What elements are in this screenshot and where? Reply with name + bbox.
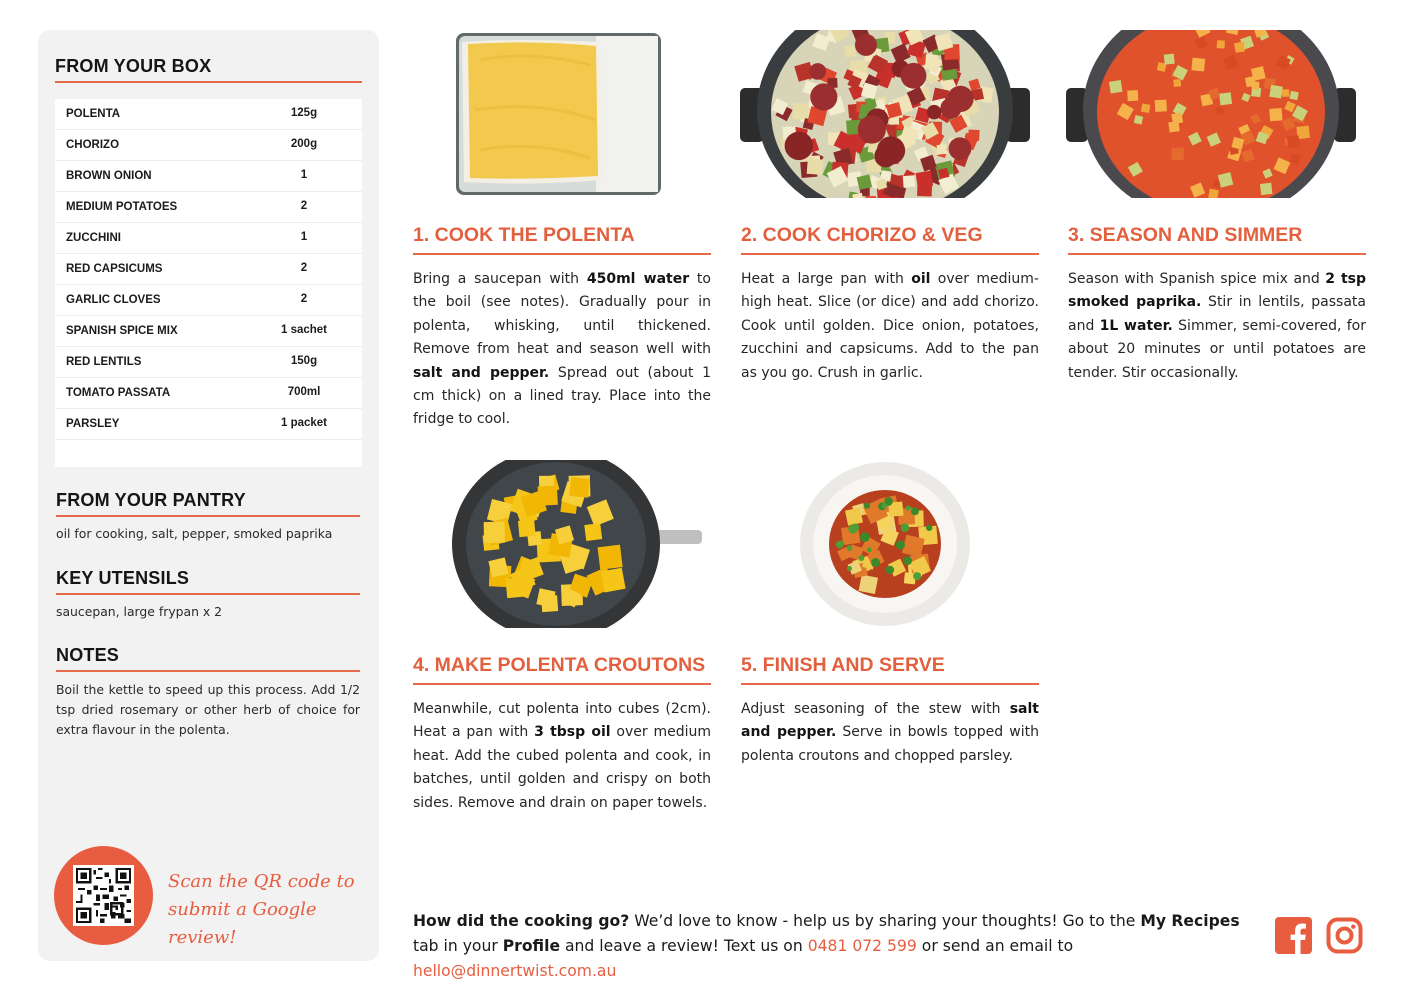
ingredient-row xyxy=(55,347,362,378)
footer-text: or send an email to xyxy=(916,937,1074,955)
ingredient-row xyxy=(55,223,362,254)
footer-text: tab in your xyxy=(413,937,503,955)
qr-code[interactable] xyxy=(73,865,134,926)
ingredient-name: CHORIZO xyxy=(66,139,120,151)
step-title: 2. COOK CHORIZO & VEG xyxy=(741,224,983,246)
ingredient-name: ZUCCHINI xyxy=(66,232,121,244)
step-text-run: Stir in lentils, passata and xyxy=(1068,294,1366,334)
ingredient-name: RED LENTILS xyxy=(66,356,142,368)
key-utensils-title: KEY UTENSILS xyxy=(56,568,190,588)
section-divider xyxy=(55,81,362,83)
ingredient-row xyxy=(55,378,362,409)
phone-link[interactable]: 0481 072 599 xyxy=(807,937,917,955)
step-highlight: salt and pepper. xyxy=(741,701,1039,741)
step-text-run: Bring a saucepan with xyxy=(413,271,587,287)
step-highlight: 450ml water xyxy=(586,271,690,287)
ingredient-quantity: 2 xyxy=(300,262,308,274)
step-highlight: oil xyxy=(911,271,931,287)
ingredient-name: POLENTA xyxy=(66,108,121,120)
ingredient-row xyxy=(55,254,362,285)
polenta-tray-photo xyxy=(450,30,666,198)
ingredient-quantity: 1 xyxy=(300,169,308,181)
ingredient-quantity: 200g xyxy=(290,138,318,150)
step-text-run: Adjust seasoning of the stew with xyxy=(741,701,1010,717)
footer-text: and leave a review! Text us on xyxy=(560,937,808,955)
footer-question: How did the cooking go? xyxy=(413,912,630,930)
step-divider xyxy=(413,253,711,255)
step-highlight: 3 tbsp oil xyxy=(534,724,611,741)
step-divider xyxy=(741,253,1039,255)
ingredient-name: BROWN ONION xyxy=(66,170,152,182)
facebook-icon[interactable] xyxy=(1275,917,1312,954)
step-highlight: 1L water. xyxy=(1099,317,1173,334)
step-text-run: Serve in bowls topped with polenta croutons and chopped parsley. xyxy=(741,724,1039,764)
section-divider xyxy=(56,670,360,672)
step-instructions xyxy=(741,698,1039,768)
feedback-footer xyxy=(413,909,1263,984)
qr-caption xyxy=(168,868,368,952)
section-divider xyxy=(56,593,360,595)
ingredient-row xyxy=(55,285,362,316)
qr-caption-line: Scan the QR code to xyxy=(168,871,355,892)
ingredient-quantity: 2 xyxy=(300,200,308,212)
ingredient-quantity: 1 xyxy=(300,231,308,243)
step-title: 1. COOK THE POLENTA xyxy=(413,224,635,246)
step-text-run: to the boil (see notes). Gradually pour in polenta, whisking, until thickened. Remove from heat and season well with xyxy=(413,271,711,358)
qr-code-badge[interactable] xyxy=(54,846,153,945)
step-text-run: over medium-high heat. Slice (or dice) and add chorizo. Cook until golden. Dice onion, potatoes, zucchini and capsicums. Add to the pan as you go. Crush in garlic. xyxy=(741,271,1039,381)
ingredient-row xyxy=(55,192,362,223)
ingredient-row xyxy=(55,130,362,161)
ingredients-table xyxy=(55,99,362,467)
step-instructions xyxy=(1068,268,1366,385)
ingredient-quantity: 150g xyxy=(290,355,318,367)
ingredient-name: SPANISH SPICE MIX xyxy=(66,325,178,337)
ingredient-row xyxy=(55,99,362,130)
my-recipes-label: My Recipes xyxy=(1140,912,1240,930)
step-text-run: Heat a large pan with xyxy=(741,271,912,287)
profile-label: Profile xyxy=(502,937,561,955)
step-text-run: Simmer, semi-covered, for about 20 minutes or until potatoes are tender. Stir occasionally. xyxy=(1068,317,1366,381)
step-text-run: Season with Spanish spice mix and xyxy=(1068,271,1326,287)
step-instructions xyxy=(741,268,1039,385)
step-instructions xyxy=(413,268,711,432)
step-text-run: Meanwhile, cut polenta into cubes (2cm). Heat a pan with xyxy=(413,701,711,741)
pantry-text: oil for cooking, salt, pepper, smoked paprika xyxy=(56,526,333,541)
qr-caption-line: submit a Google review! xyxy=(168,899,317,948)
step-title: 5. FINISH AND SERVE xyxy=(741,654,945,676)
chorizo-veg-pan-photo xyxy=(740,30,1030,198)
step-divider xyxy=(741,683,1039,685)
ingredient-quantity: 1 sachet xyxy=(280,324,328,336)
ingredient-row xyxy=(55,161,362,192)
step-divider xyxy=(1068,253,1366,255)
ingredient-row xyxy=(55,409,362,440)
ingredient-quantity: 125g xyxy=(290,107,318,119)
step-title: 3. SEASON AND SIMMER xyxy=(1068,224,1303,246)
ingredient-quantity: 2 xyxy=(300,293,308,305)
notes-title: NOTES xyxy=(56,645,120,665)
notes-text: Boil the kettle to speed up this process. Add 1/2 tsp dried rosemary or other herb of choice for extra flavour in the polenta. xyxy=(56,682,360,737)
step-text-run: over medium heat. Add the cubed polenta and cook, in batches, until golden and crispy on both sides. Remove and drain on paper towels. xyxy=(413,724,711,811)
ingredient-name: GARLIC CLOVES xyxy=(66,294,161,306)
step-title: 4. MAKE POLENTA CROUTONS xyxy=(413,654,706,676)
from-your-box-title: FROM YOUR BOX xyxy=(55,56,212,76)
ingredient-quantity: 1 packet xyxy=(280,417,328,429)
ingredient-row xyxy=(55,316,362,347)
ingredient-name: TOMATO PASSATA xyxy=(66,387,171,399)
from-your-pantry-title: FROM YOUR PANTRY xyxy=(56,490,246,510)
served-bowl-photo xyxy=(798,460,972,628)
step-highlight: salt and pepper. xyxy=(413,364,550,381)
footer-text: We’d love to know - help us by sharing your thoughts! Go to the xyxy=(629,912,1141,930)
ingredient-name: PARSLEY xyxy=(66,418,120,430)
step-divider xyxy=(413,683,711,685)
ingredient-name: RED CAPSICUMS xyxy=(66,263,163,275)
section-divider xyxy=(56,515,360,517)
email-link[interactable]: hello@dinnertwist.com.au xyxy=(413,962,617,980)
polenta-croutons-pan-photo xyxy=(452,460,704,628)
step-highlight: 2 tsp smoked paprika. xyxy=(1068,271,1367,311)
step-text-run: Spread out (about 1 cm thick) on a lined tray. Place into the fridge to cool. xyxy=(413,364,711,428)
ingredient-quantity: 700ml xyxy=(287,386,321,398)
utensils-text: saucepan, large frypan x 2 xyxy=(56,604,223,619)
ingredient-name: MEDIUM POTATOES xyxy=(66,201,178,213)
simmering-stew-pan-photo xyxy=(1066,30,1356,198)
step-instructions xyxy=(413,698,711,815)
instagram-icon[interactable] xyxy=(1326,917,1363,954)
